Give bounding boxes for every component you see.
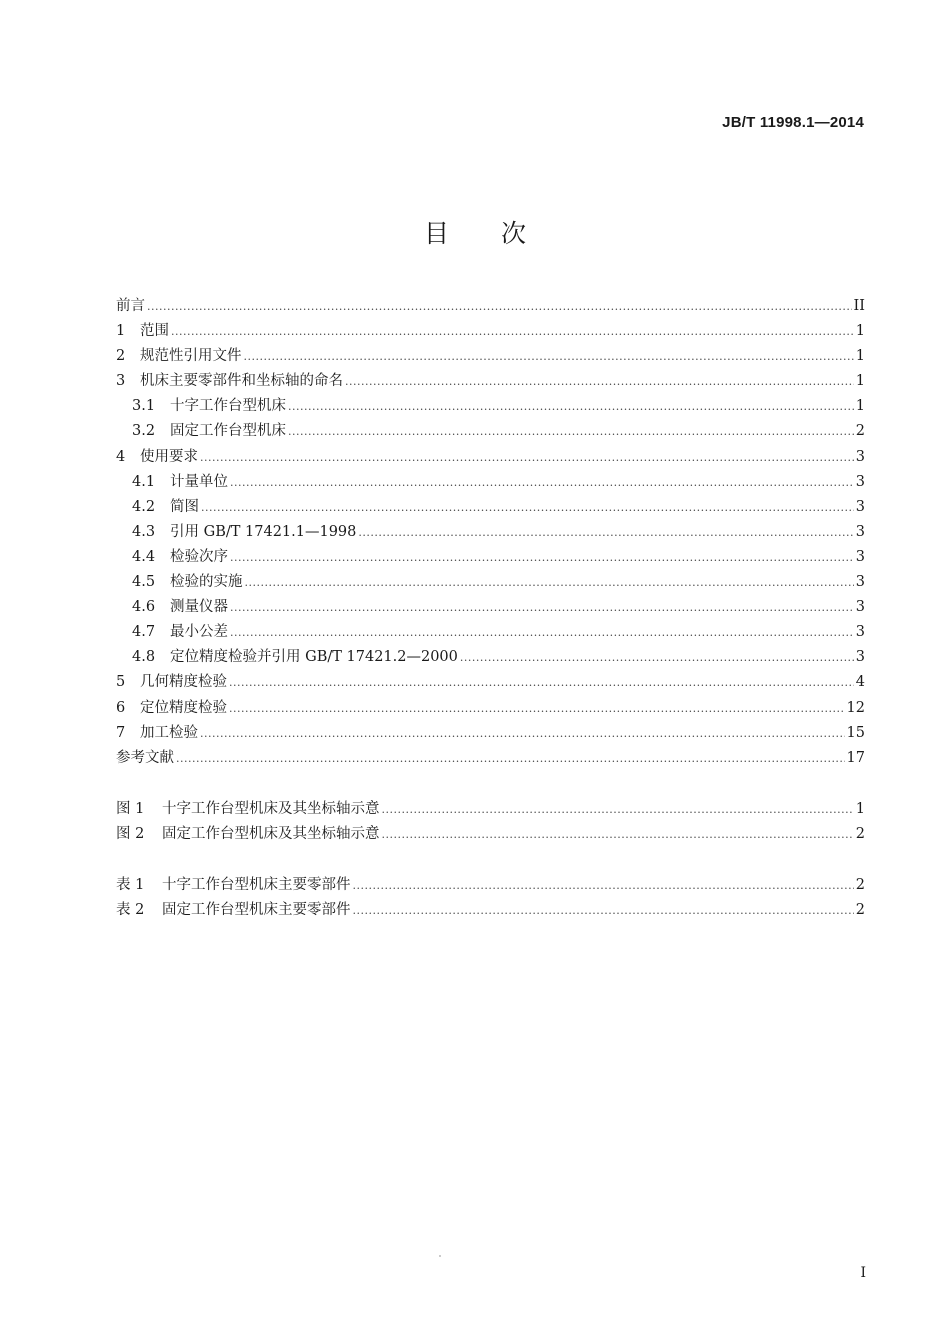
- toc-entry-number: 4.7: [132, 624, 156, 641]
- standard-number: JB/T 11998.1—2014: [722, 114, 864, 131]
- toc-entry-number: 3.1: [132, 398, 156, 415]
- toc-entry-title: 参考文献: [116, 749, 174, 766]
- toc-entry-title: 十字工作台型机床: [170, 398, 286, 415]
- toc-entry-number: 4.6: [132, 599, 156, 616]
- dot-leader: [229, 670, 854, 695]
- toc-entry[interactable]: [116, 721, 865, 746]
- toc-entry-page: 1: [855, 373, 865, 390]
- toc-entry[interactable]: [116, 394, 865, 419]
- dot-leader: [288, 394, 854, 419]
- toc-entry[interactable]: [116, 294, 865, 319]
- toc-entry-page: 3: [855, 448, 865, 465]
- table-of-contents: [116, 294, 865, 771]
- toc-entry[interactable]: [116, 595, 865, 620]
- toc-entry-number: 4.5: [132, 574, 156, 591]
- toc-entry-page: 3: [855, 548, 865, 565]
- dot-leader: [358, 520, 853, 545]
- table-entry-title: 固定工作台型机床主要零部件: [162, 902, 351, 919]
- toc-entry-number: 1: [116, 323, 126, 340]
- toc-entry-number: 4.1: [132, 473, 156, 490]
- toc-entry-number: 4.8: [132, 649, 156, 666]
- toc-entry-page: 3: [855, 649, 865, 666]
- toc-entry-title: 测量仪器: [170, 599, 228, 616]
- scan-speck: [439, 1255, 441, 1257]
- dot-leader: [200, 721, 845, 746]
- toc-entry[interactable]: [116, 670, 865, 695]
- toc-entry-title: 使用要求: [140, 448, 198, 465]
- toc-entry-number: 3.2: [132, 423, 156, 440]
- table-entry-number: 表 2: [116, 902, 145, 919]
- figure-entry-number: 图 2: [116, 826, 145, 843]
- dot-leader: [382, 797, 854, 822]
- toc-entry[interactable]: [116, 419, 865, 444]
- page-number: I: [860, 1265, 866, 1281]
- toc-entry-page: 3: [855, 599, 865, 616]
- toc-entry[interactable]: [116, 369, 865, 394]
- dot-leader: [245, 570, 854, 595]
- toc-entry[interactable]: [116, 445, 865, 470]
- toc-entry-title: 几何精度检验: [140, 674, 227, 691]
- toc-entry-title: 定位精度检验: [140, 699, 227, 716]
- dot-leader: [460, 645, 854, 670]
- dot-leader: [288, 419, 854, 444]
- dot-leader: [200, 445, 854, 470]
- dot-leader: [230, 595, 854, 620]
- toc-entry-page: 1: [855, 323, 865, 340]
- toc-entry-number: 3: [116, 373, 126, 390]
- toc-entry-title: 简图: [170, 498, 199, 515]
- toc-entry-number: 7: [116, 724, 126, 741]
- toc-entry-page: 15: [846, 724, 865, 741]
- table-entry-number: 表 1: [116, 877, 145, 893]
- toc-entry[interactable]: [116, 696, 865, 721]
- toc-entry[interactable]: [116, 545, 865, 570]
- toc-entry-title: 规范性引用文件: [140, 348, 242, 365]
- dot-leader: [201, 495, 854, 520]
- toc-entry-title: 加工检验: [140, 724, 198, 741]
- toc-entry-number: 2: [116, 348, 126, 365]
- dot-leader: [230, 470, 854, 495]
- toc-entry-title: 检验的实施: [170, 574, 243, 591]
- toc-entry-number: 4.3: [132, 523, 156, 540]
- figure-entry-number: 图 1: [116, 801, 145, 817]
- figure-list: [116, 797, 865, 847]
- dot-leader: [230, 620, 854, 645]
- toc-entry-page: 3: [855, 574, 865, 591]
- dot-leader: [353, 873, 854, 898]
- toc-entry-number: 4.2: [132, 498, 156, 515]
- figure-entry-title: 固定工作台型机床及其坐标轴示意: [162, 826, 380, 843]
- figure-entry-title: 十字工作台型机床及其坐标轴示意: [162, 801, 380, 817]
- table-entry-page: 2: [855, 902, 865, 919]
- toc-entry-page: 1: [855, 398, 865, 415]
- toc-entry-title: 定位精度检验并引用 GB/T 17421.2—2000: [170, 649, 458, 666]
- toc-entry[interactable]: [116, 645, 865, 670]
- figure-entry[interactable]: [116, 822, 865, 847]
- toc-entry[interactable]: [116, 470, 865, 495]
- figure-entry-page: 1: [855, 801, 865, 817]
- toc-entry-title: 前言: [116, 298, 145, 314]
- toc-entry-page: 3: [855, 523, 865, 540]
- dot-leader: [353, 898, 854, 923]
- toc-entry-page: 12: [846, 699, 865, 716]
- table-list: [116, 873, 865, 923]
- dot-leader: [382, 822, 854, 847]
- figure-entry-page: 2: [855, 826, 865, 843]
- toc-entry-number: 6: [116, 699, 126, 716]
- toc-entry[interactable]: [116, 520, 865, 545]
- toc-entry[interactable]: [116, 620, 865, 645]
- toc-entry-page: II: [853, 298, 865, 314]
- table-entry-title: 十字工作台型机床主要零部件: [162, 877, 351, 893]
- page-title: 目次: [423, 219, 578, 248]
- toc-entry-number: 5: [116, 674, 126, 691]
- toc-entry[interactable]: [116, 495, 865, 520]
- dot-leader: [176, 746, 845, 771]
- toc-entry-title: 检验次序: [170, 548, 228, 565]
- toc-entry-page: 4: [855, 674, 865, 691]
- dot-leader: [230, 545, 854, 570]
- table-entry[interactable]: [116, 898, 865, 923]
- toc-entry[interactable]: [116, 319, 865, 344]
- dot-leader: [171, 319, 854, 344]
- toc-entry-page: 17: [846, 749, 865, 766]
- toc-entry[interactable]: [116, 344, 865, 369]
- toc-entry-page: 3: [855, 624, 865, 641]
- dot-leader: [147, 294, 852, 319]
- table-entry-page: 2: [855, 877, 865, 893]
- dot-leader: [229, 696, 845, 721]
- toc-entry-title: 最小公差: [170, 624, 228, 641]
- toc-entry-title: 固定工作台型机床: [170, 423, 286, 440]
- toc-entry[interactable]: [116, 570, 865, 595]
- toc-entry[interactable]: [116, 746, 865, 771]
- toc-entry-title: 计量单位: [170, 473, 228, 490]
- toc-entry-page: 1: [855, 348, 865, 365]
- toc-entry-page: 3: [855, 473, 865, 490]
- figure-entry[interactable]: [116, 797, 865, 822]
- toc-entry-number: 4: [116, 448, 126, 465]
- toc-entry-number: 4.4: [132, 548, 156, 565]
- toc-entry-title: 引用 GB/T 17421.1—1998: [170, 523, 357, 540]
- dot-leader: [244, 344, 854, 369]
- table-entry[interactable]: [116, 873, 865, 898]
- toc-entry-page: 2: [855, 423, 865, 440]
- toc-entry-page: 3: [855, 498, 865, 515]
- toc-entry-title: 范围: [140, 323, 169, 340]
- dot-leader: [345, 369, 854, 394]
- toc-entry-title: 机床主要零部件和坐标轴的命名: [140, 373, 343, 390]
